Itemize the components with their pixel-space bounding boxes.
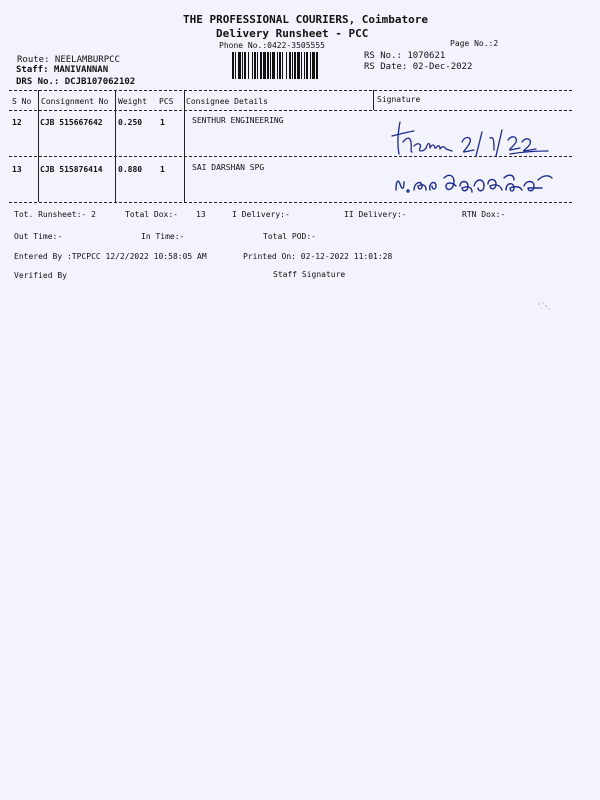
row-2-consignee: SAI DARSHAN SPG xyxy=(192,163,265,172)
col-divider-1 xyxy=(38,90,39,202)
header-weight: Weight xyxy=(118,97,147,106)
drs-number: DRS No.: DCJB107062102 xyxy=(16,77,136,87)
row-2-consignment: CJB 515876414 xyxy=(40,165,103,174)
row-1-consignment: CJB 515667642 xyxy=(40,118,103,127)
table-bottom-rule xyxy=(9,202,572,203)
total-dox-label: Total Dox:- xyxy=(125,210,178,219)
row-2-pcs: 1 xyxy=(160,165,165,174)
handwritten-signature-2 xyxy=(392,164,562,196)
route-label: Route: NEELAMBURPCC xyxy=(17,55,120,65)
row-1-weight: 0.250 xyxy=(118,118,143,127)
col-divider-3 xyxy=(184,90,185,202)
out-time: Out Time:- xyxy=(14,232,63,241)
printed-on: Printed On: 02-12-2022 11:01:28 xyxy=(243,252,393,261)
staff-label: Staff: MANIVANNAN xyxy=(16,65,109,75)
i-delivery: I Delivery:- xyxy=(232,210,290,219)
rtn-dox: RTN Dox:- xyxy=(462,210,506,219)
phone-number: Phone No.:0422-3505555 xyxy=(219,41,325,50)
header-sno: S No xyxy=(12,97,32,106)
row-2-sno: 13 xyxy=(12,165,22,174)
row-1-sno: 12 xyxy=(12,118,22,127)
total-pod: Total POD:- xyxy=(263,232,316,241)
header-consignment-no: Consignment No xyxy=(41,97,109,106)
row-2-weight: 0.880 xyxy=(118,165,143,174)
row-1-pcs: 1 xyxy=(160,118,165,127)
col-divider-4 xyxy=(373,90,374,110)
company-name: THE PROFESSIONAL COURIERS, Coimbatore xyxy=(183,13,429,26)
barcode xyxy=(232,52,356,79)
header-signature: Signature xyxy=(377,95,421,104)
header-pcs: PCS xyxy=(159,97,174,106)
row-1-consignee: SENTHUR ENGINEERING xyxy=(192,116,284,125)
total-dox-value: 13 xyxy=(196,210,206,219)
page-number: Page No.:2 xyxy=(450,39,499,48)
col-divider-2 xyxy=(115,90,116,202)
header-consignee-details: Consignee Details xyxy=(186,97,268,106)
entered-by: Entered By :TPCPCC 12/2/2022 10:58:05 AM xyxy=(14,252,207,261)
handwritten-signature-1 xyxy=(390,118,560,162)
rs-number: RS No.: 1070621 xyxy=(364,51,446,61)
staff-signature-label: Staff Signature xyxy=(273,270,346,279)
scan-smudge xyxy=(537,296,551,306)
table-top-rule xyxy=(9,90,572,91)
verified-by: Verified By xyxy=(14,271,67,280)
in-time: In Time:- xyxy=(141,232,185,241)
document-title: Delivery Runsheet - PCC xyxy=(216,27,369,40)
rs-date: RS Date: 02-Dec-2022 xyxy=(364,62,473,72)
ii-delivery: II Delivery:- xyxy=(344,210,407,219)
tot-runsheet: Tot. Runsheet:- 2 xyxy=(14,210,96,219)
table-header-rule xyxy=(9,110,572,111)
